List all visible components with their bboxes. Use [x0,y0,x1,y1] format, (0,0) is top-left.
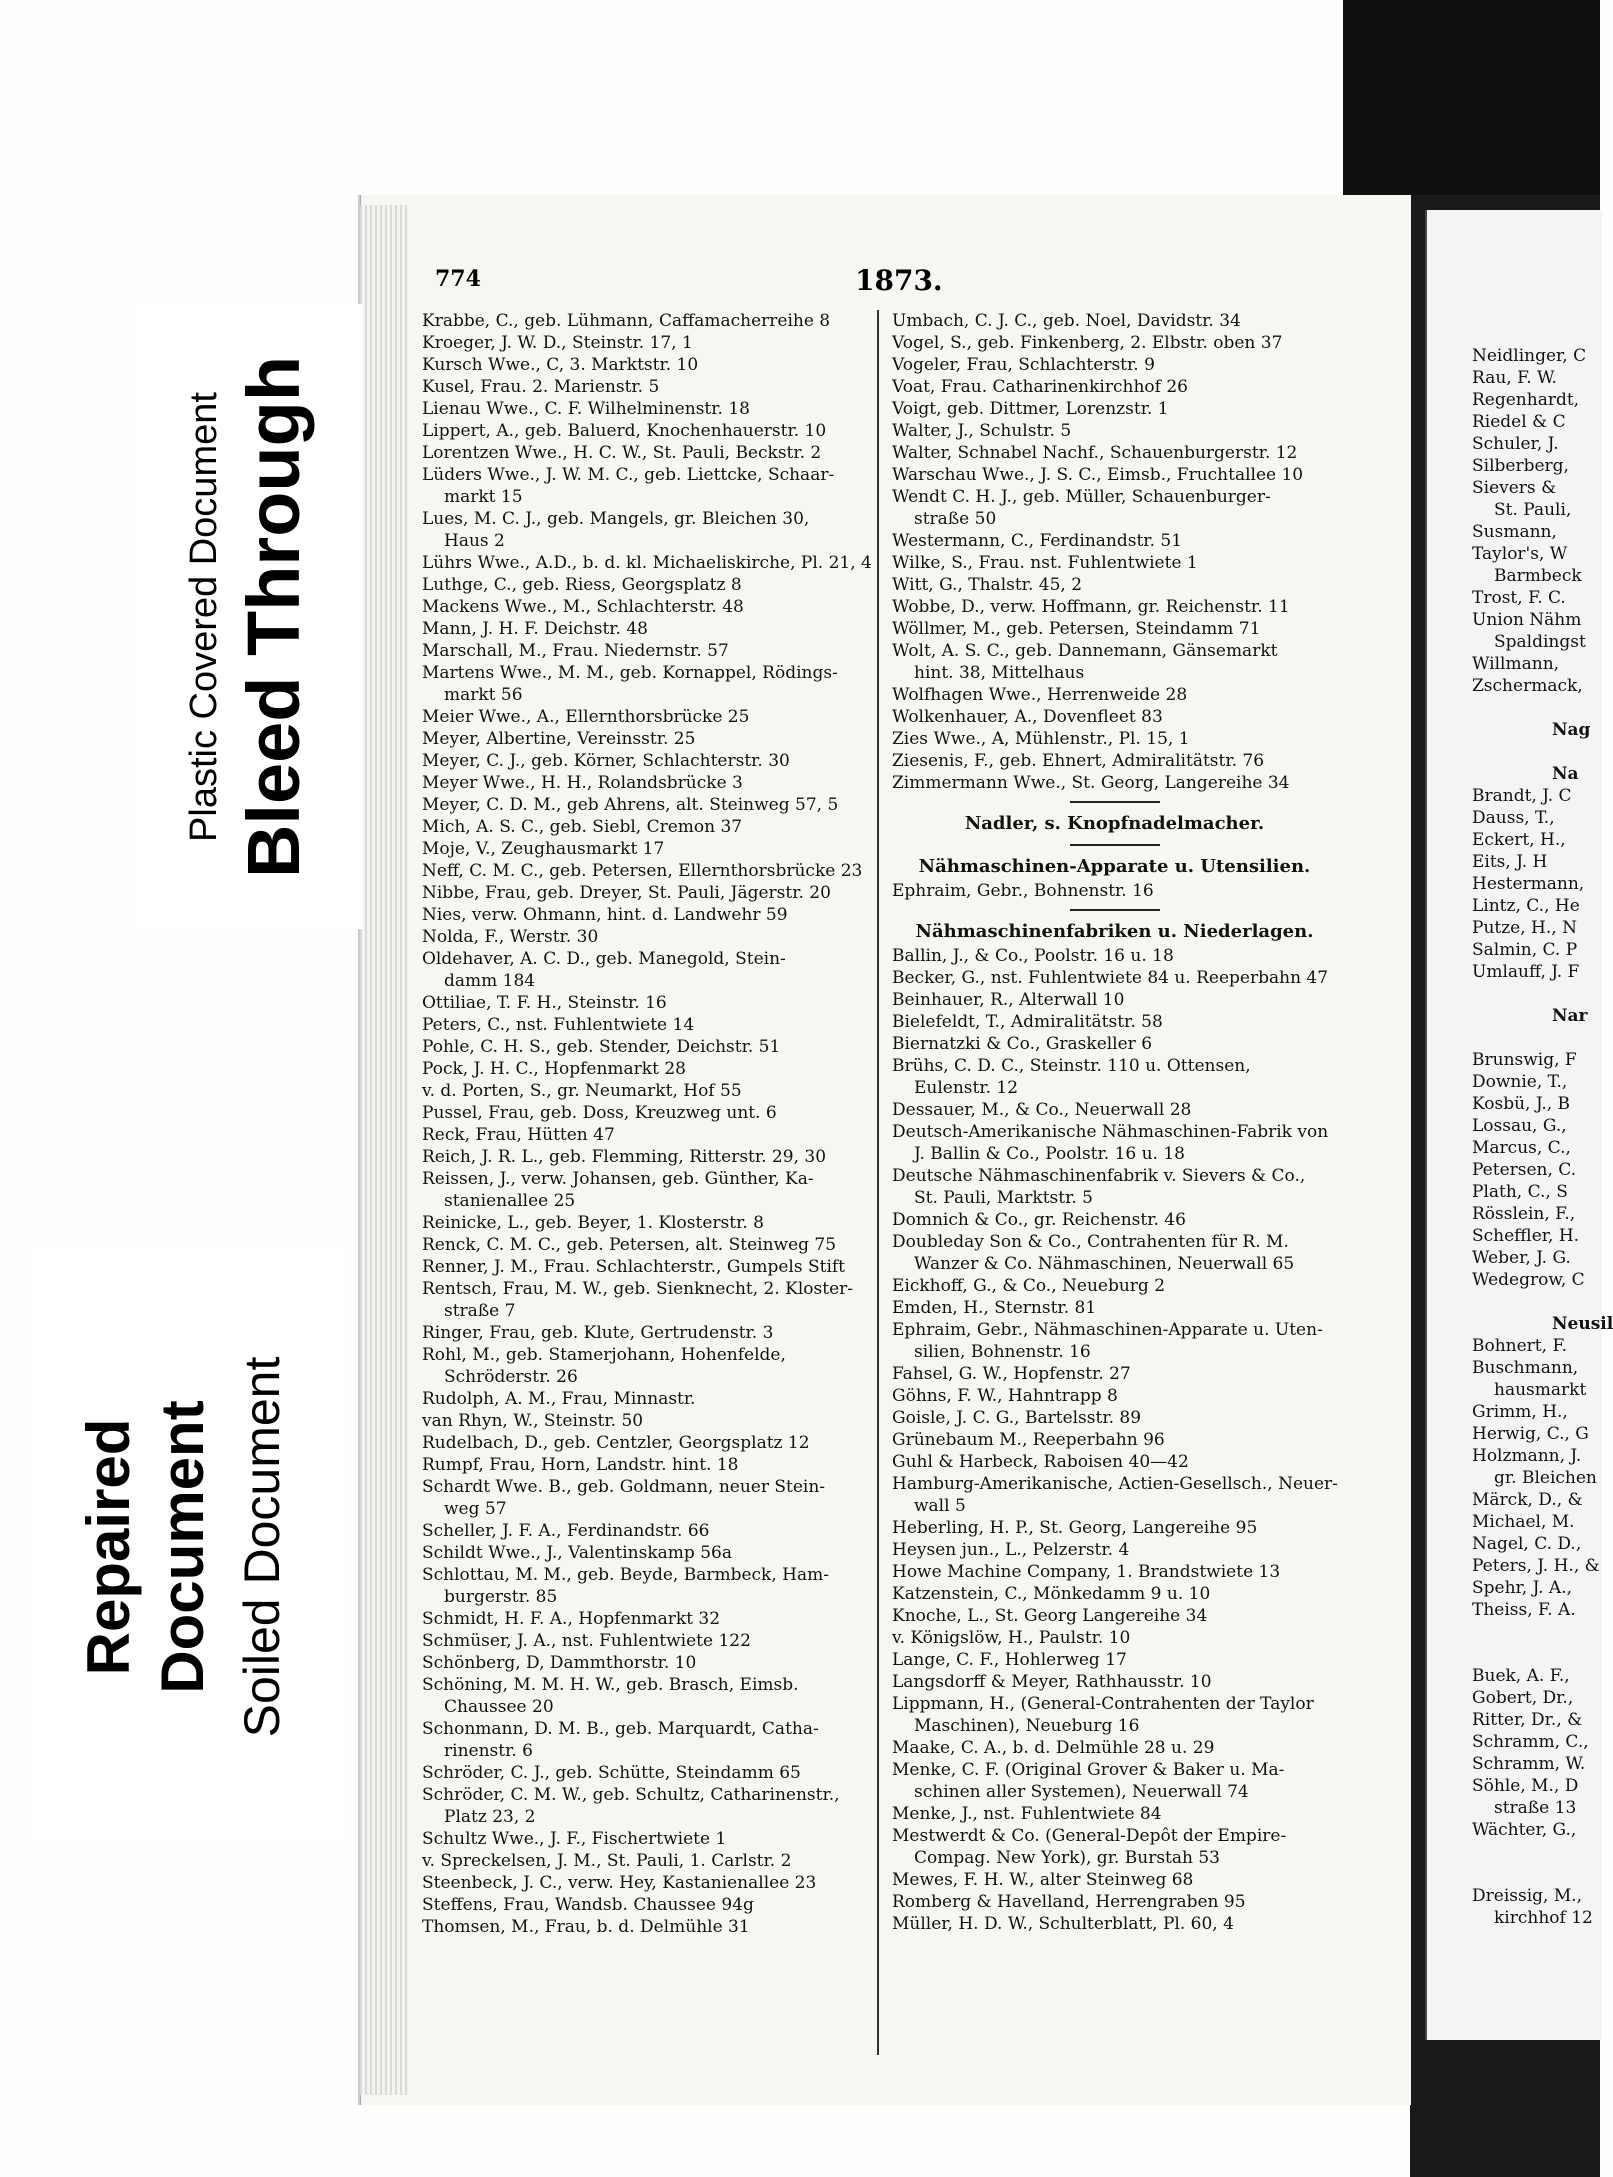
section-heading: Neusil [1552,1314,1613,1334]
directory-entry: Schildt Wwe., J., Valentinskamp 56a [422,1543,732,1563]
directory-entry: Heberling, H. P., St. Georg, Langereihe 95 [892,1518,1258,1538]
directory-entry: Zschermack, [1472,676,1583,696]
directory-entry: Schramm, W. [1472,1754,1586,1774]
directory-entry: Vogel, S., geb. Finkenberg, 2. Elbstr. oben 37 [892,333,1283,353]
directory-entry: Luthge, C., geb. Riess, Georgsplatz 8 [422,575,742,595]
directory-entry: Neidlinger, C [1472,346,1587,366]
directory-entry: v. Königslöw, H., Paulstr. 10 [892,1628,1131,1648]
repaired-text: Repaired [75,1418,142,1676]
directory-entry: Romberg & Havelland, Herrengraben 95 [892,1892,1246,1912]
directory-entry: Putze, H., N [1472,918,1577,938]
directory-entry: Nagel, C. D., [1472,1534,1582,1554]
directory-entry: Zimmermann Wwe., St. Georg, Langereihe 34 [892,773,1290,793]
directory-entry: Meyer, C. J., geb. Körner, Schlachterstr. 30 [422,751,790,771]
directory-entry [1472,1841,1600,1863]
directory-entry-continuation: Compag. New York), gr. Burstah 53 [914,1848,1220,1868]
soiled-document-text: Soiled Document [234,1356,290,1738]
directory-entry: Rau, F. W. [1472,368,1557,388]
directory-entry: Trost, F. C. [1472,588,1566,608]
directory-entry: Witt, G., Thalstr. 45, 2 [892,575,1083,595]
directory-entry: Riedel & C [1472,412,1566,432]
directory-entry: Schröder, C. J., geb. Schütte, Steindamm 65 [422,1763,801,1783]
directory-entry [1472,1291,1600,1313]
section-rule [1070,801,1160,803]
directory-entry-continuation: Schröderstr. 26 [444,1367,578,1387]
directory-entry: Moje, V., Zeughausmarkt 17 [422,839,665,859]
section-heading: Nag [1552,720,1591,740]
directory-entry: Plath, C., S [1472,1182,1568,1202]
directory-entry [1472,983,1600,1005]
directory-entry: Taylor's, W [1472,544,1568,564]
directory-entry-continuation: hint. 38, Mittelhaus [914,663,1085,683]
directory-entry: Scheffler, H. [1472,1226,1580,1246]
directory-entry: Wolkenhauer, A., Dovenfleet 83 [892,707,1163,727]
directory-entry-continuation: weg 57 [444,1499,507,1519]
directory-entry: Schmüser, J. A., nst. Fuhlentwiete 122 [422,1631,751,1651]
directory-entry: Mann, J. H. F. Deichstr. 48 [422,619,648,639]
directory-entry: Vogeler, Frau, Schlachterstr. 9 [892,355,1155,375]
directory-entry: Spehr, J. A., [1472,1578,1572,1598]
directory-entry-continuation: Maschinen), Neueburg 16 [914,1716,1140,1736]
directory-entry: Michael, M. [1472,1512,1575,1532]
directory-entry-continuation: silien, Bohnenstr. 16 [914,1342,1091,1362]
directory-entry: Reissen, J., verw. Johansen, geb. Günther, Ka- [422,1169,814,1189]
bleed-through-text: Bleed Through [232,355,315,878]
directory-entry: Lührs Wwe., A.D., b. d. kl. Michaeliskirche, Pl. 21, 4 [422,553,872,573]
directory-entry: Brühs, C. D. C., Steinstr. 110 u. Ottensen, [892,1056,1251,1076]
directory-entry: Peters, J. H., & [1472,1556,1600,1576]
directory-entry: Herwig, C., G [1472,1424,1589,1444]
section-heading: Nähmaschinen-Apparate u. Utensilien. [918,856,1311,877]
directory-entry: Ephraim, Gebr., Bohnenstr. 16 [892,881,1154,901]
directory-entry: Mewes, F. H. W., alter Steinweg 68 [892,1870,1194,1890]
directory-entry: Biernatzki & Co., Graskeller 6 [892,1034,1153,1054]
directory-entry [1472,1863,1600,1885]
directory-entry: Schmidt, H. F. A., Hopfenmarkt 32 [422,1609,721,1629]
directory-entry: Eits, J. H [1472,852,1548,872]
page-number: 774 [435,266,481,292]
directory-entry: Mestwerdt & Co. (General-Depôt der Empire- [892,1826,1287,1846]
directory-entry-continuation: wall 5 [914,1496,966,1516]
directory-entry: Menke, C. F. (Original Grover & Baker u. Ma- [892,1760,1285,1780]
directory-entry: Renner, J. M., Frau. Schlachterstr., Gumpels Stift [422,1257,846,1277]
directory-entry: Kusel, Frau. 2. Marienstr. 5 [422,377,660,397]
directory-entry: Petersen, C. [1472,1160,1577,1180]
directory-entry-continuation: damm 184 [444,971,536,991]
directory-entry: Downie, T., [1472,1072,1568,1092]
directory-entry-continuation: rinenstr. 6 [444,1741,533,1761]
directory-entry: Lienau Wwe., C. F. Wilhelminenstr. 18 [422,399,750,419]
directory-entry: Wendt C. H. J., geb. Müller, Schauenburger- [892,487,1271,507]
section-rule [1070,844,1160,846]
directory-entry: Doubleday Son & Co., Contrahenten für R. M. [892,1232,1289,1252]
directory-entry: Voigt, geb. Dittmer, Lorenzstr. 1 [892,399,1169,419]
directory-entry: Wächter, G., [1472,1820,1577,1840]
section-heading: Na [1552,764,1579,784]
left-column [422,310,887,1938]
directory-entry-continuation: Eulenstr. 12 [914,1078,1019,1098]
directory-entry: Reich, J. R. L., geb. Flemming, Ritterstr. 29, 30 [422,1147,827,1167]
directory-entry: Marcus, C., [1472,1138,1571,1158]
directory-entry: Ballin, J., & Co., Poolstr. 16 u. 18 [892,946,1174,966]
directory-entry-continuation: St. Pauli, Marktstr. 5 [914,1188,1093,1208]
directory-entry: Schramm, C., [1472,1732,1589,1752]
directory-entry: Lippert, A., geb. Baluerd, Knochenhauerstr. 10 [422,421,827,441]
directory-entry-continuation: Haus 2 [444,531,505,551]
directory-entry: Lüders Wwe., J. W. M. C., geb. Liettcke, Schaar- [422,465,835,485]
directory-entry: Holzmann, J. [1472,1446,1582,1466]
directory-entry: Bielefeldt, T., Admiralitätstr. 58 [892,1012,1163,1032]
directory-entry [1472,1027,1600,1049]
directory-entry: Eickhoff, G., & Co., Neueburg 2 [892,1276,1166,1296]
directory-entry-continuation: Spaldingst [1494,632,1586,652]
directory-entry: Nibbe, Frau, geb. Dreyer, St. Pauli, Jägerstr. 20 [422,883,831,903]
directory-entry: Heysen jun., L., Pelzerstr. 4 [892,1540,1130,1560]
directory-entry: Regenhardt, [1472,390,1580,410]
directory-entry-continuation: Chaussee 20 [444,1697,554,1717]
directory-entry-continuation: straße 7 [444,1301,516,1321]
directory-entry: Rentsch, Frau, M. W., geb. Sienknecht, 2. Kloster- [422,1279,854,1299]
directory-entry: Schlottau, M. M., geb. Beyde, Barmbeck, Ham- [422,1565,829,1585]
directory-entry: Märck, D., & [1472,1490,1583,1510]
directory-entry: Pohle, C. H. S., geb. Stender, Deichstr. 51 [422,1037,781,1057]
plastic-covered-label [133,304,363,929]
directory-entry: Deutsch-Amerikanische Nähmaschinen-Fabrik von [892,1122,1329,1142]
repaired-soiled-label [33,1252,343,1842]
directory-entry: Ringer, Frau, geb. Klute, Gertrudenstr. 3 [422,1323,774,1343]
directory-entry-continuation: J. Ballin & Co., Poolstr. 16 u. 18 [914,1144,1185,1164]
directory-entry: Union Nähm [1472,610,1582,630]
directory-entry-continuation: markt 56 [444,685,523,705]
directory-entry: Sievers & [1472,478,1557,498]
directory-entry: Warschau Wwe., J. S. C., Eimsb., Fruchtallee 10 [892,465,1304,485]
directory-entry: Wobbe, D., verw. Hoffmann, gr. Reichenstr. 11 [892,597,1290,617]
directory-entry: Emden, H., Sternstr. 81 [892,1298,1097,1318]
directory-entry [1472,741,1600,763]
directory-entry-continuation: straße 50 [914,509,997,529]
directory-entry: Schuler, J. [1472,434,1559,454]
directory-entry: Ephraim, Gebr., Nähmaschinen-Apparate u. Uten- [892,1320,1323,1340]
directory-entry-continuation: straße 13 [1494,1798,1577,1818]
directory-entry-continuation: gr. Bleichen [1494,1468,1597,1488]
directory-entry: Krabbe, C., geb. Lühmann, Caffamacherreihe 8 [422,311,831,331]
directory-entry: Fahsel, G. W., Hopfenstr. 27 [892,1364,1131,1384]
directory-entry: Langsdorff & Meyer, Rathhausstr. 10 [892,1672,1212,1692]
directory-entry: Oldehaver, A. C. D., geb. Manegold, Stein- [422,949,786,969]
directory-entry-continuation: Barmbeck [1494,566,1582,586]
directory-entry: Hestermann, [1472,874,1585,894]
directory-entry: Theiss, F. A. [1472,1600,1576,1620]
directory-entry: Lossau, G., [1472,1116,1567,1136]
directory-entry: Wedegrow, C [1472,1270,1585,1290]
directory-entry: Wilke, S., Frau. nst. Fuhlentwiete 1 [892,553,1198,573]
section-heading: Nadler, s. Knopfnadelmacher. [964,813,1265,834]
directory-entry: Knoche, L., St. Georg Langereihe 34 [892,1606,1208,1626]
section-rule [1070,909,1160,911]
middle-column [892,310,1337,1935]
page-year: 1873. [855,264,943,297]
directory-entry [1472,1621,1600,1643]
directory-entry: Kosbü, J., B [1472,1094,1571,1114]
directory-entry: Reck, Frau, Hütten 47 [422,1125,615,1145]
page-edges [360,205,408,2095]
directory-entry: Wolt, A. S. C., geb. Dannemann, Gänsemarkt [892,641,1278,661]
directory-entry: Schonmann, D. M. B., geb. Marquardt, Catha- [422,1719,819,1739]
directory-entry: Menke, J., nst. Fuhlentwiete 84 [892,1804,1162,1824]
section-heading: Nähmaschinenfabriken u. Niederlagen. [915,921,1314,942]
directory-entry: Walter, J., Schulstr. 5 [892,421,1072,441]
directory-entry: Rösslein, F., [1472,1204,1576,1224]
directory-entry: Meyer Wwe., H. H., Rolandsbrücke 3 [422,773,743,793]
directory-entry: Schöning, M. M. H. W., geb. Brasch, Eimsb. [422,1675,799,1695]
section-heading: Nar [1552,1006,1588,1026]
page-header [435,266,1390,306]
directory-entry: Zies Wwe., A, Mühlenstr., Pl. 15, 1 [892,729,1190,749]
directory-entry: Guhl & Harbeck, Raboisen 40—42 [892,1452,1189,1472]
directory-entry: Göhns, F. W., Hahntrapp 8 [892,1386,1118,1406]
directory-entry: Wöllmer, M., geb. Petersen, Steindamm 71 [892,619,1261,639]
directory-entry-continuation: Platz 23, 2 [444,1807,536,1827]
directory-entry: Deutsche Nähmaschinenfabrik v. Sievers & Co., [892,1166,1306,1186]
directory-entry-continuation: markt 15 [444,487,523,507]
directory-entry: Renck, C. M. C., geb. Petersen, alt. Steinweg 75 [422,1235,837,1255]
directory-entry: Schröder, C. M. W., geb. Schultz, Catharinenstr., [422,1785,840,1805]
directory-entry: Schardt Wwe. B., geb. Goldmann, neuer Stein- [422,1477,826,1497]
directory-entry: Meier Wwe., A., Ellernthorsbrücke 25 [422,707,750,727]
directory-entry [1472,697,1600,719]
directory-entry: Eckert, H., [1472,830,1566,850]
directory-entry: Bohnert, F. [1472,1336,1568,1356]
directory-entry: Steffens, Frau, Wandsb. Chaussee 94g [422,1895,754,1915]
directory-entry: Mackens Wwe., M., Schlachterstr. 48 [422,597,744,617]
dark-background-top [1343,0,1600,195]
directory-entry [1472,1643,1600,1665]
directory-entry: Umlauff, J. F [1472,962,1580,982]
directory-entry: Nies, verw. Ohmann, hint. d. Landwehr 59 [422,905,788,925]
directory-entry: Dauss, T., [1472,808,1555,828]
directory-entry: Buschmann, [1472,1358,1579,1378]
directory-entry: Martens Wwe., M. M., geb. Kornappel, Rödings- [422,663,838,683]
directory-entry: Pock, J. H. C., Hopfenmarkt 28 [422,1059,686,1079]
directory-entry: Salmin, C. P [1472,940,1578,960]
directory-entry: v. Spreckelsen, J. M., St. Pauli, 1. Carlstr. 2 [422,1851,792,1871]
directory-entry: Becker, G., nst. Fuhlentwiete 84 u. Reeperbahn 47 [892,968,1329,988]
directory-entry: Hamburg-Amerikanische, Actien-Gesellsch., Neuer- [892,1474,1338,1494]
directory-entry: Willmann, [1472,654,1560,674]
directory-entry: Susmann, [1472,522,1557,542]
directory-entry: Ritter, Dr., & [1472,1710,1583,1730]
directory-entry: Mich, A. S. C., geb. Siebl, Cremon 37 [422,817,743,837]
directory-entry-continuation: schinen aller Systemen), Neuerwall 74 [914,1782,1249,1802]
directory-entry: Steenbeck, J. C., verw. Hey, Kastanienallee 23 [422,1873,817,1893]
directory-entry: Lippmann, H., (General-Contrahenten der Taylor [892,1694,1314,1714]
directory-entry: Westermann, C., Ferdinandstr. 51 [892,531,1183,551]
directory-entry: Lorentzen Wwe., H. C. W., St. Pauli, Beckstr. 2 [422,443,822,463]
directory-entry: van Rhyn, W., Steinstr. 50 [422,1411,644,1431]
directory-entry: Howe Machine Company, 1. Brandstwiete 13 [892,1562,1281,1582]
directory-entry: Lues, M. C. J., geb. Mangels, gr. Bleichen 30, [422,509,810,529]
directory-entry: Dessauer, M., & Co., Neuerwall 28 [892,1100,1192,1120]
directory-entry: Meyer, C. D. M., geb Ahrens, alt. Steinweg 57, 5 [422,795,839,815]
directory-entry: Scheller, J. F. A., Ferdinandstr. 66 [422,1521,710,1541]
directory-entry: Silberberg, [1472,456,1569,476]
directory-entry: Neff, C. M. C., geb. Petersen, Ellernthorsbrücke 23 [422,861,863,881]
directory-entry: Gobert, Dr., [1472,1688,1574,1708]
directory-entry: Lange, C. F., Hohlerweg 17 [892,1650,1127,1670]
directory-entry: Grünebaum M., Reeperbahn 96 [892,1430,1165,1450]
directory-entry: Marschall, M., Frau. Niedernstr. 57 [422,641,729,661]
directory-entry: Maake, C. A., b. d. Delmühle 28 u. 29 [892,1738,1215,1758]
directory-entry: Rohl, M., geb. Stamerjohann, Hohenfelde, [422,1345,786,1365]
directory-entry: Grimm, H., [1472,1402,1568,1422]
directory-entry: Reinicke, L., geb. Beyer, 1. Klosterstr. 8 [422,1213,764,1233]
directory-entry: Schultz Wwe., J. F., Fischertwiete 1 [422,1829,727,1849]
directory-entry: Ziesenis, F., geb. Ehnert, Admiralitätstr. 76 [892,751,1265,771]
facing-page-column [1472,345,1613,1929]
directory-entry-continuation: kirchhof 12 [1494,1908,1593,1928]
directory-entry: Pussel, Frau, geb. Doss, Kreuzweg unt. 6 [422,1103,777,1123]
directory-entry: Wolfhagen Wwe., Herrenweide 28 [892,685,1188,705]
directory-entry: Domnich & Co., gr. Reichenstr. 46 [892,1210,1186,1230]
directory-entry: Kroeger, J. W. D., Steinstr. 17, 1 [422,333,693,353]
directory-entry: Peters, C., nst. Fuhlentwiete 14 [422,1015,695,1035]
directory-entry: Ottiliae, T. F. H., Steinstr. 16 [422,993,667,1013]
directory-entry: Brunswig, F [1472,1050,1577,1070]
directory-entry-continuation: Wanzer & Co. Nähmaschinen, Neuerwall 65 [914,1254,1295,1274]
directory-entry-continuation: St. Pauli, [1494,500,1572,520]
directory-entry: Goisle, J. C. G., Bartelsstr. 89 [892,1408,1142,1428]
directory-entry: Kursch Wwe., C, 3. Marktstr. 10 [422,355,699,375]
directory-entry: Rumpf, Frau, Horn, Landstr. hint. 18 [422,1455,739,1475]
directory-entry: Rudolph, A. M., Frau, Minnastr. [422,1389,696,1409]
directory-entry: Söhle, M., D [1472,1776,1579,1796]
directory-entry: v. d. Porten, S., gr. Neumarkt, Hof 55 [422,1081,742,1101]
directory-entry: Beinhauer, R., Alterwall 10 [892,990,1125,1010]
directory-entry: Brandt, J. C [1472,786,1572,806]
directory-entry: Dreissig, M., [1472,1886,1583,1906]
plastic-covered-text: Plastic Covered Document [183,391,225,842]
directory-entry: Thomsen, M., Frau, b. d. Delmühle 31 [422,1917,750,1937]
directory-entry: Lintz, C., He [1472,896,1580,916]
directory-entry: Buek, A. F., [1472,1666,1570,1686]
directory-entry: Müller, H. D. W., Schulterblatt, Pl. 60, 4 [892,1914,1234,1934]
directory-entry: Walter, Schnabel Nachf., Schauenburgerstr. 12 [892,443,1298,463]
directory-entry: Katzenstein, C., Mönkedamm 9 u. 10 [892,1584,1211,1604]
directory-entry: Meyer, Albertine, Vereinsstr. 25 [422,729,696,749]
directory-entry: Nolda, F., Werstr. 30 [422,927,599,947]
directory-entry-continuation: stanienallee 25 [444,1191,576,1211]
directory-entry: Schönberg, D, Dammthorstr. 10 [422,1653,697,1673]
directory-entry: Voat, Frau. Catharinenkirchhof 26 [892,377,1188,397]
directory-entry: Rudelbach, D., geb. Centzler, Georgsplatz 12 [422,1433,810,1453]
directory-entry: Umbach, C. J. C., geb. Noel, Davidstr. 34 [892,311,1241,331]
directory-entry-continuation: hausmarkt [1494,1380,1587,1400]
directory-entry-continuation: burgerstr. 85 [444,1587,558,1607]
directory-entry: Weber, J. G. [1472,1248,1571,1268]
document-text: Document [149,1400,216,1694]
